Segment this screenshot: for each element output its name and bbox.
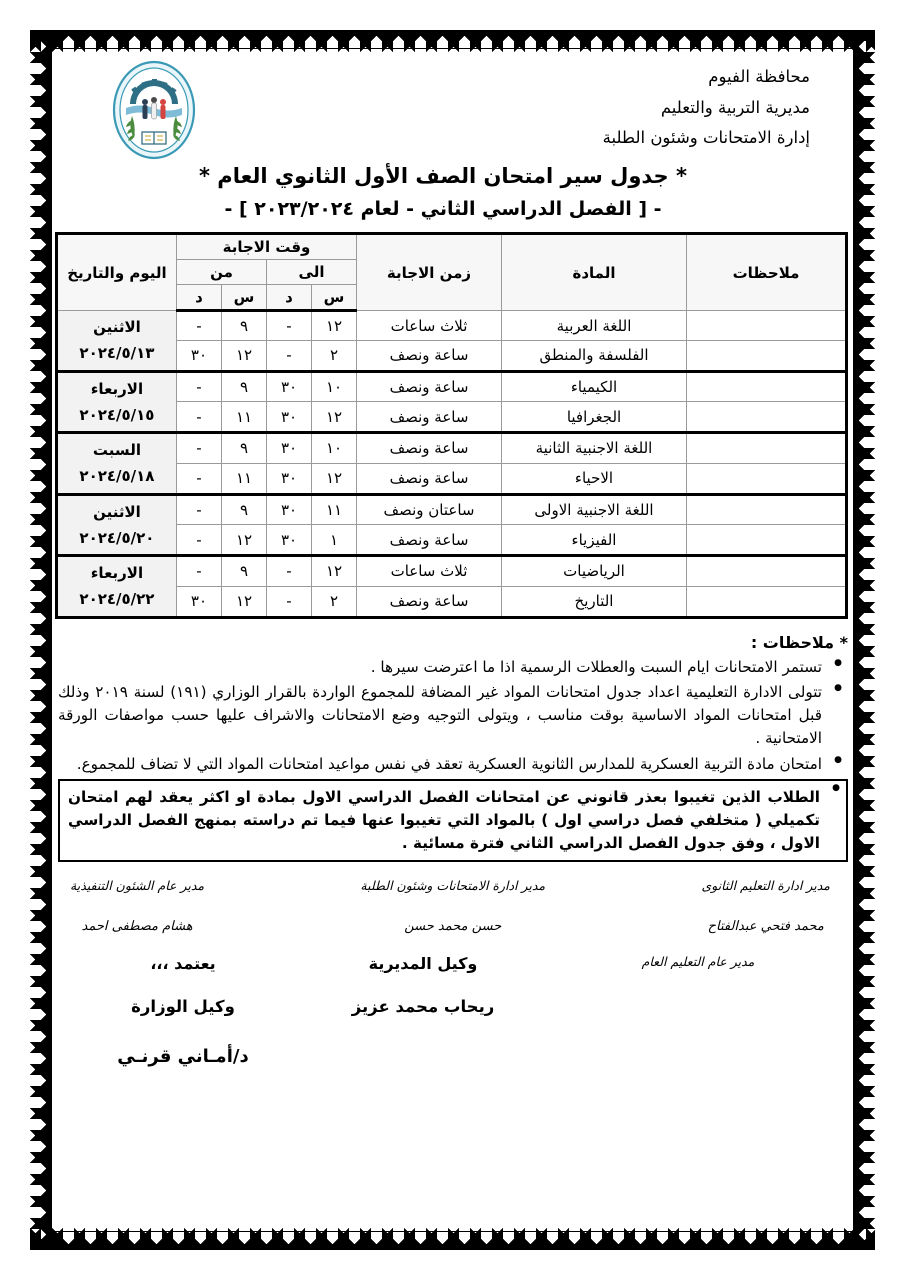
signature-title: وكيل الوزارة [131,996,235,1016]
signature-name: د/أمـاني قرنـي [117,1045,249,1067]
cell-day-date [56,371,176,433]
document-page [58,52,848,1232]
exam-schedule-table [55,232,848,619]
day-date: ٢٠٢٤/٥/٢٠ [79,528,155,547]
col-header-from-hour: س [222,285,267,311]
cell-duration: ساعة ونصف [357,341,502,371]
signature-title: مدير عام الشئون التنفيذية [70,877,205,893]
cell-duration: ساعتان ونصف [357,494,502,525]
cell-notes [687,371,847,402]
table-row [56,311,846,341]
col-header-from: من [176,260,266,285]
cell-from-min: - [176,402,221,433]
signature-title: وكيل المديرية [368,953,478,973]
cell-notes [687,311,847,341]
cell-from-min: - [176,311,221,341]
cell-from-min: - [176,371,221,402]
col-header-duration: زمن الاجابة [357,234,502,311]
cell-to-min: ٣٠ [267,433,312,464]
cell-day-date [56,494,176,556]
day-name: الاربعاء [90,379,144,398]
cell-day-date [56,556,176,618]
cell-from-hour: ٩ [222,494,267,525]
page-subtitle: - [ الفصل الدراسي الثاني - لعام ٢٠٢٣/٢٠٢٤ ] - [224,198,662,220]
cell-to-hour: ١٠ [312,433,357,464]
cell-from-hour: ٩ [222,433,267,464]
cell-from-hour: ٩ [222,371,267,402]
cell-to-hour: ٢ [312,586,357,617]
signature-block-directorate-deputy [298,954,548,1067]
cell-duration: ثلاث ساعات [357,556,502,587]
signature-title: مدير ادارة التعليم الثانوى [701,877,830,893]
cell-notes [687,433,847,464]
cell-to-hour: ١١ [312,494,357,525]
day-date: ٢٠٢٤/٥/١٥ [79,405,155,424]
cell-from-min: - [176,463,221,494]
cell-notes [687,494,847,525]
cell-to-hour: ٢ [312,341,357,371]
cell-to-hour: ١٢ [312,463,357,494]
signature-block-secondary-education [701,878,830,934]
cell-duration: ساعة ونصف [357,586,502,617]
notes-list [58,656,848,862]
day-name: الاثنين [93,502,141,521]
cell-to-min: - [267,556,312,587]
day-date: ٢٠٢٤/٥/١٨ [79,467,155,486]
cell-duration: ثلاث ساعات [357,311,502,341]
signature-name: محمد فتحي عبدالفتاح [707,918,824,934]
col-header-to: الى [267,260,357,285]
cell-to-hour: ١٢ [312,402,357,433]
col-header-to-min: د [267,285,312,311]
note-item: ● تتولى الادارة التعليمية اعداد جدول امتحانات المواد غير المضافة للمجموع الواردة بالقرار الوزاري (١٩١) لسنة ٢٠١٩ وذلك قبل امتحانات المواد الاساسية بوقت مناسب ، ويتولى التوجيه وضع الامتحانات والاشراف عليها حسب مواصفات الورقة الامتحانية . [58,681,848,749]
cell-from-hour: ١١ [222,402,267,433]
cell-subject: الفيزياء [502,525,687,556]
header-line-governorate: محافظة الفيوم [708,67,810,86]
col-header-notes: ملاحظات [687,234,847,311]
cell-from-min: - [176,494,221,525]
cell-from-hour: ٩ [222,311,267,341]
cell-subject: الرياضيات [502,556,687,587]
signature-name: حسن محمد حسن [404,918,502,934]
table-row [56,371,846,402]
cell-duration: ساعة ونصف [357,402,502,433]
cell-from-hour: ١١ [222,463,267,494]
cell-to-min: ٣٠ [267,371,312,402]
page-title: * جدول سير امتحان الصف الأول الثانوي العام * [199,164,687,188]
cell-subject: الجغرافيا [502,402,687,433]
cell-subject: اللغة الاجنبية الاولى [502,494,687,525]
signature-row-primary [58,878,848,934]
ministry-emblem-logo [102,58,206,162]
cell-to-min: - [267,341,312,371]
cell-from-min: - [176,556,221,587]
cell-subject: الاحياء [502,463,687,494]
cell-day-date [56,433,176,495]
cell-to-min: - [267,311,312,341]
cell-duration: ساعة ونصف [357,463,502,494]
signature-row-secondary [58,954,848,1067]
cell-notes [687,556,847,587]
signature-name: هشام مصطفى احمد [81,918,193,934]
approval-label: يعتمد ،،، [150,953,216,973]
cell-duration: ساعة ونصف [357,525,502,556]
cell-notes [687,341,847,371]
day-date: ٢٠٢٤/٥/٢٢ [79,590,155,609]
signature-block-executive-affairs [70,878,204,934]
cell-day-date [56,311,176,372]
cell-subject: اللغة الاجنبية الثانية [502,433,687,464]
cell-subject: الكيمياء [502,371,687,402]
cell-from-min: ٣٠ [176,341,221,371]
cell-notes [687,586,847,617]
table-row [56,433,846,464]
notes-heading: * ملاحظات : [750,632,848,652]
signature-name: ريحاب محمد عزيز [351,996,495,1016]
col-header-to-hour: س [312,285,357,311]
cell-subject: الفلسفة والمنطق [502,341,687,371]
cell-from-min: - [176,433,221,464]
note-item: ● امتحان مادة التربية العسكرية للمدارس الثانوية العسكرية تعقد في نفس مواعيد امتحانات المواد التي لا تضاف للمجموع. [58,753,848,776]
col-header-subject: المادة [502,234,687,311]
note-item: ● تستمر الامتحانات ايام السبت والعطلات الرسمية اذا ما اعترضت سيرها . [58,656,848,679]
cell-subject: التاريخ [502,586,687,617]
col-header-answer-time: وقت الاجابة [176,234,356,260]
header-line-department: إدارة الامتحانات وشئون الطلبة [602,128,810,148]
cell-to-hour: ١٢ [312,311,357,341]
col-header-from-min: د [176,285,221,311]
header-line-directorate: مديرية التربية والتعليم [660,97,810,117]
cell-notes [687,525,847,556]
table-row [56,494,846,525]
signature-block-exams-department [360,878,545,934]
cell-notes [687,402,847,433]
day-name: الاربعاء [90,564,144,582]
cell-from-hour: ١٢ [222,341,267,371]
signature-block-general-education [548,954,848,1067]
cell-duration: ساعة ونصف [357,371,502,402]
cell-from-hour: ١٢ [222,525,267,556]
note-item-boxed: ● الطلاب الذين تغيبوا بعذر قانوني عن امتحانات الفصل الدراسي الاول بمادة او اكثر يعقد لهم امتحان تكميلي ( متخلفي فصل دراسي اول ) بالمواد التي تغيبوا عنها فيما تم دراسته بمنهج الفصل الدراسي الاول ، وفق جدول الفصل الدراسي الثاني فترة مسائية . [58,779,848,861]
signature-title: مدير عام التعليم العام [641,953,755,969]
cell-to-min: ٣٠ [267,463,312,494]
cell-notes [687,463,847,494]
cell-to-hour: ١ [312,525,357,556]
cell-to-min: - [267,586,312,617]
day-date: ٢٠٢٤/٥/١٣ [79,344,155,363]
cell-from-hour: ٩ [222,556,267,587]
day-name: السبت [92,441,141,459]
cell-to-min: ٣٠ [267,525,312,556]
col-header-day-date: اليوم والتاريخ [56,234,176,311]
cell-to-min: ٣٠ [267,402,312,433]
day-name: الاثنين [93,318,141,336]
document-header [58,52,848,160]
cell-to-min: ٣٠ [267,494,312,525]
table-row [56,556,846,587]
cell-duration: ساعة ونصف [357,433,502,464]
cell-from-min: - [176,525,221,556]
cell-subject: اللغة العربية [502,311,687,341]
cell-from-min: ٣٠ [176,586,221,617]
signature-title: مدير ادارة الامتحانات وشئون الطلبة [360,877,546,893]
cell-to-hour: ١٠ [312,371,357,402]
cell-to-hour: ١٢ [312,556,357,587]
signature-block-ministry-deputy [68,954,298,1067]
cell-from-hour: ١٢ [222,586,267,617]
